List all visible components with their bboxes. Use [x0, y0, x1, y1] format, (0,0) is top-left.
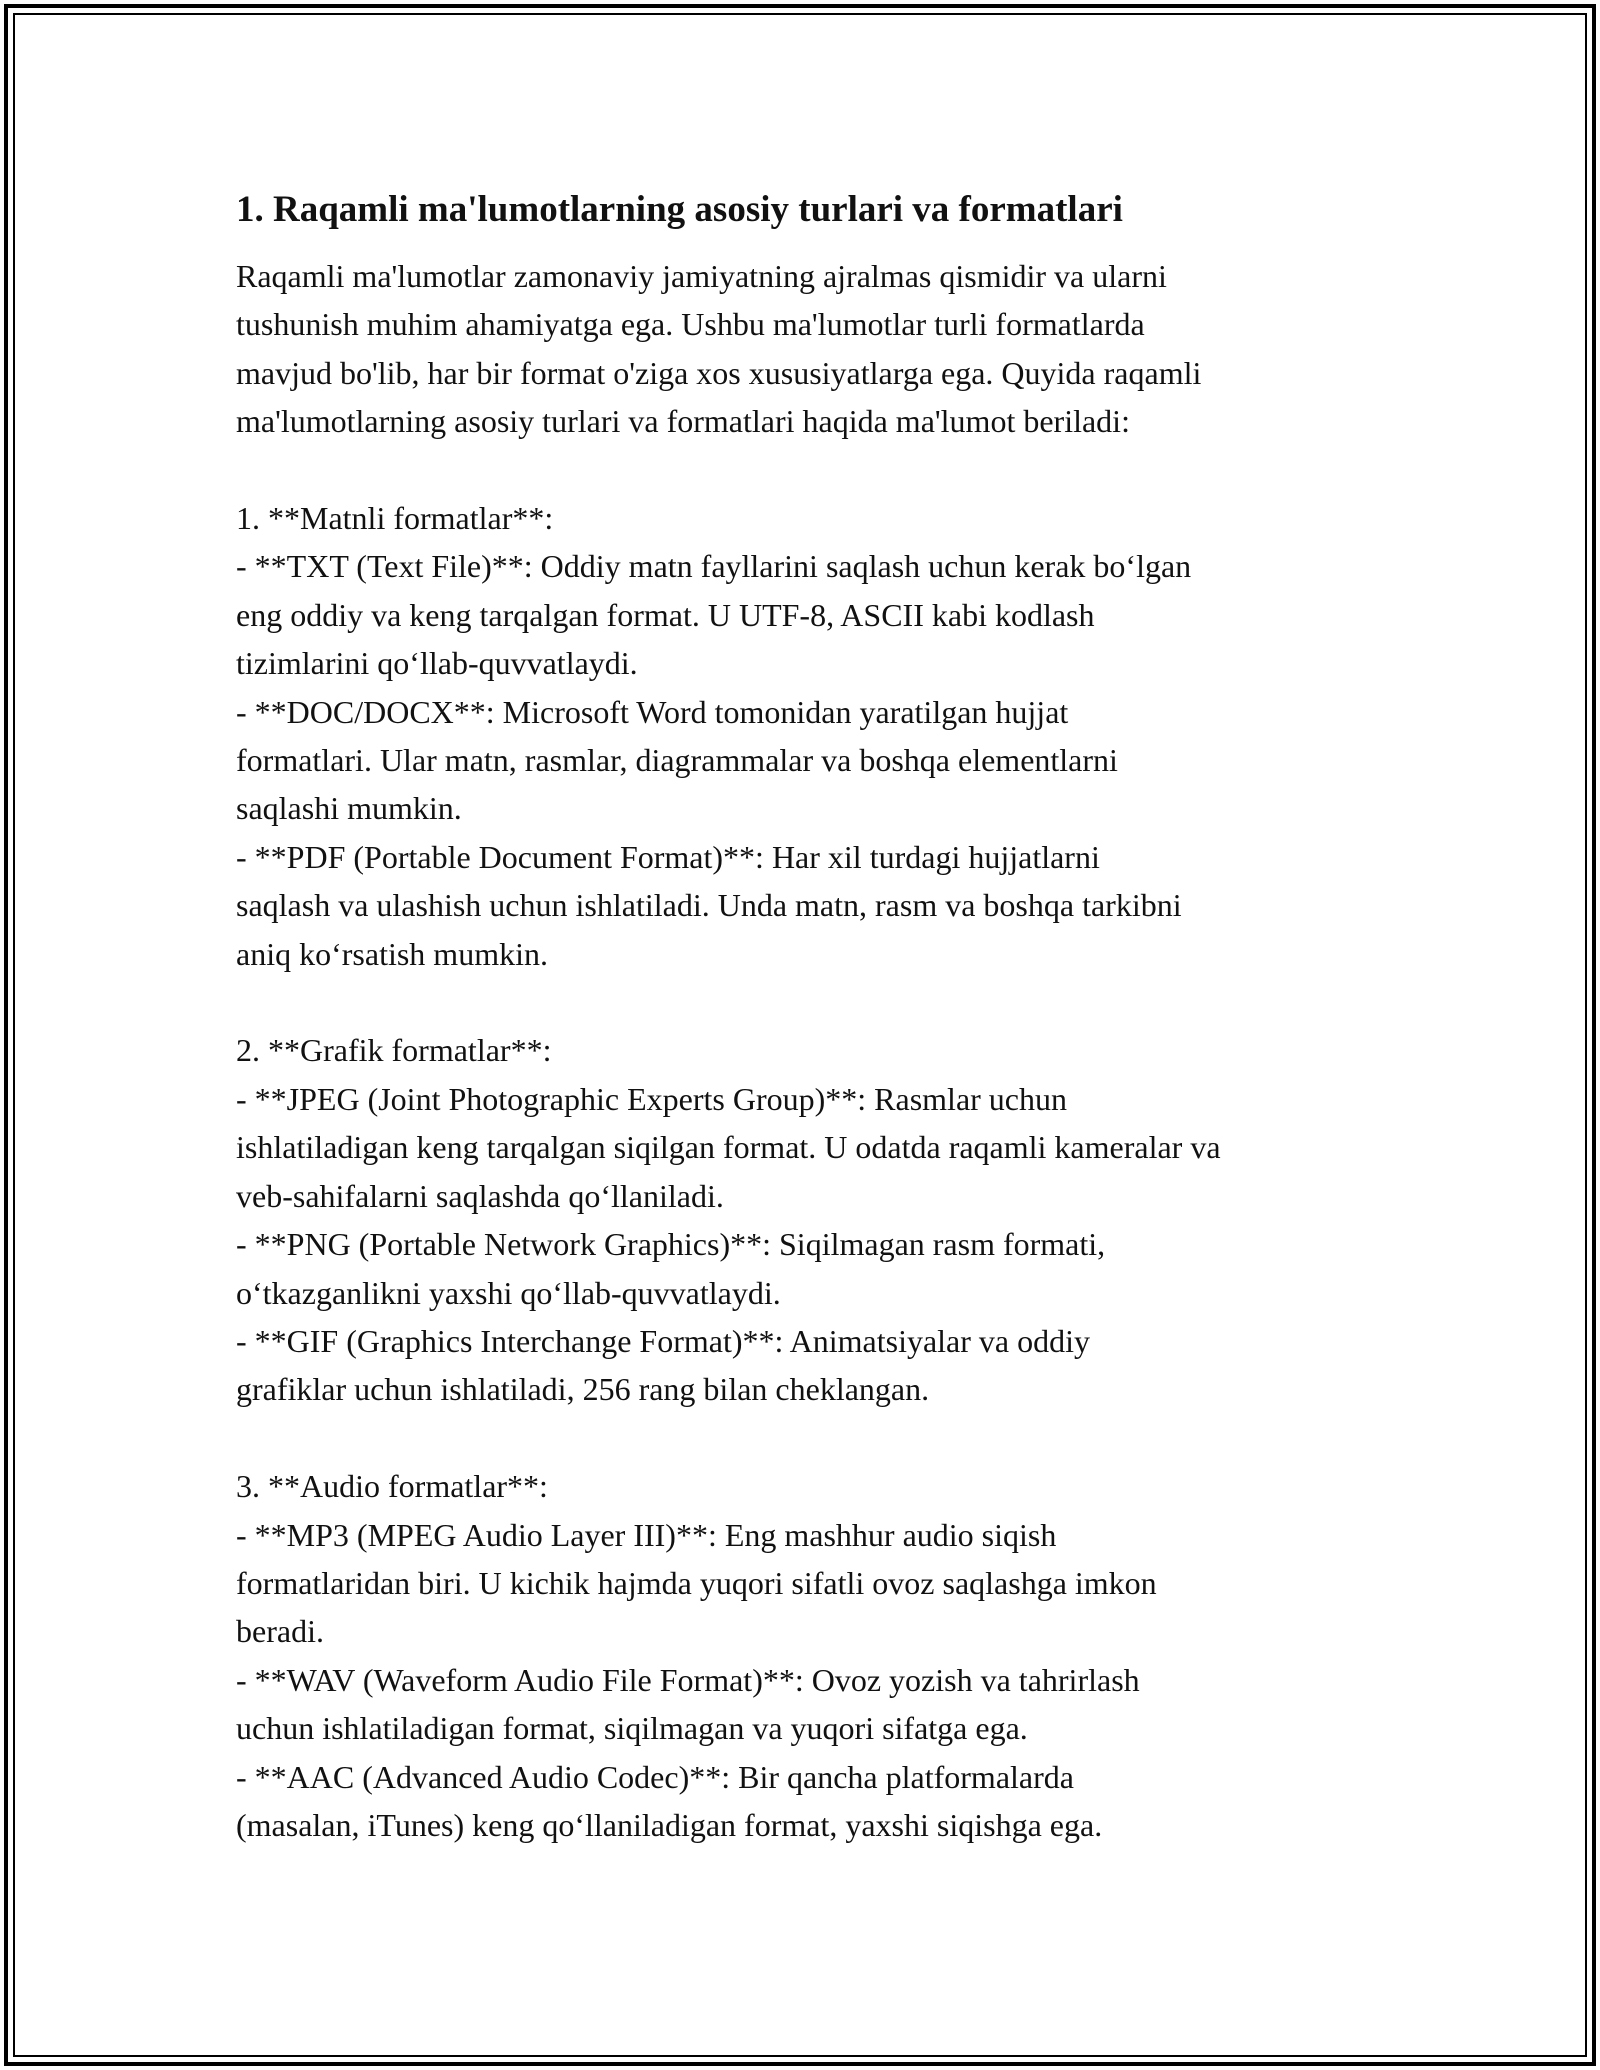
- section-title: 2. **Grafik formatlar**:: [236, 1032, 552, 1069]
- list-item: [236, 1656, 1371, 1753]
- list-item: [236, 688, 1371, 833]
- intro-line: ma'lumotlarning asosiy turlari va formatlari haqida ma'lumot beriladi:: [236, 403, 1130, 440]
- list-item-line: - **TXT (Text File)**: Oddiy matn fayllarini saqlash uchun kerak bo‘lgan: [236, 548, 1192, 585]
- section-audio-formats: [236, 1462, 1371, 1849]
- section-text-formats: [236, 494, 1371, 978]
- list-item-line: aniq ko‘rsatish mumkin.: [236, 935, 548, 972]
- list-item-line: formatlari. Ular matn, rasmlar, diagrammalar va boshqa elementlarni: [236, 742, 1118, 779]
- list-item-line: (masalan, iTunes) keng qo‘llaniladigan format, yaxshi siqishga ega.: [236, 1806, 1103, 1843]
- blank-line: [236, 446, 1371, 494]
- document-heading: 1. Raqamli ma'lumotlarning asosiy turlari va formatlari: [236, 189, 1123, 230]
- blank-line: [236, 1414, 1371, 1462]
- intro-paragraph: [236, 252, 1371, 446]
- list-item-line: grafiklar uchun ishlatiladi, 256 rang bilan cheklangan.: [236, 1371, 930, 1408]
- list-item-line: - **GIF (Graphics Interchange Format)**: Animatsiyalar va oddiy: [236, 1322, 1090, 1359]
- section-title: 3. **Audio formatlar**:: [236, 1468, 548, 1505]
- list-item: [236, 833, 1371, 978]
- list-item-line: eng oddiy va keng tarqalgan format. U UTF-8, ASCII kabi kodlash: [236, 596, 1095, 633]
- list-item-line: saqlash va ulashish uchun ishlatiladi. Unda matn, rasm va boshqa tarkibni: [236, 887, 1182, 924]
- list-item-line: - **AAC (Advanced Audio Codec)**: Bir qancha platformalarda: [236, 1758, 1074, 1795]
- list-item-line: - **MP3 (MPEG Audio Layer III)**: Eng mashhur audio siqish: [236, 1516, 1057, 1553]
- list-item-line: beradi.: [236, 1613, 324, 1650]
- list-item: [236, 542, 1371, 687]
- list-item-line: veb-sahifalarni saqlashda qo‘llaniladi.: [236, 1177, 724, 1214]
- list-item-line: - **PNG (Portable Network Graphics)**: Siqilmagan rasm formati,: [236, 1226, 1106, 1263]
- list-item: [236, 1317, 1371, 1414]
- list-item-line: - **PDF (Portable Document Format)**: Har xil turdagi hujjatlarni: [236, 838, 1100, 875]
- list-item-line: ishlatiladigan keng tarqalgan siqilgan format. U odatda raqamli kameralar va: [236, 1129, 1221, 1166]
- list-item-line: o‘tkazganlikni yaxshi qo‘llab-quvvatlaydi.: [236, 1274, 781, 1311]
- document-body: [236, 186, 1371, 1849]
- section-graphic-formats: [236, 1026, 1371, 1413]
- section-title: 1. **Matnli formatlar**:: [236, 500, 554, 537]
- list-item-line: uchun ishlatiladigan format, siqilmagan va yuqori sifatga ega.: [236, 1710, 1028, 1747]
- list-item: [236, 1075, 1371, 1220]
- intro-line: mavjud bo'lib, har bir format o'ziga xos xususiyatlarga ega. Quyida raqamli: [236, 354, 1202, 391]
- list-item: [236, 1511, 1371, 1656]
- list-item: [236, 1220, 1371, 1317]
- blank-line: [236, 978, 1371, 1026]
- intro-line: tushunish muhim ahamiyatga ega. Ushbu ma'lumotlar turli formatlarda: [236, 306, 1145, 343]
- list-item-line: - **DOC/DOCX**: Microsoft Word tomonidan yaratilgan hujjat: [236, 693, 1069, 730]
- list-item-line: tizimlarini qo‘llab-quvvatlaydi.: [236, 645, 638, 682]
- list-item-line: - **JPEG (Joint Photographic Experts Group)**: Rasmlar uchun: [236, 1080, 1067, 1117]
- list-item-line: saqlashi mumkin.: [236, 790, 462, 827]
- list-item: [236, 1753, 1371, 1850]
- intro-line: Raqamli ma'lumotlar zamonaviy jamiyatning ajralmas qismidir va ularni: [236, 258, 1167, 294]
- list-item-line: - **WAV (Waveform Audio File Format)**: Ovoz yozish va tahrirlash: [236, 1661, 1140, 1698]
- list-item-line: formatlaridan biri. U kichik hajmda yuqori sifatli ovoz saqlashga imkon: [236, 1564, 1157, 1601]
